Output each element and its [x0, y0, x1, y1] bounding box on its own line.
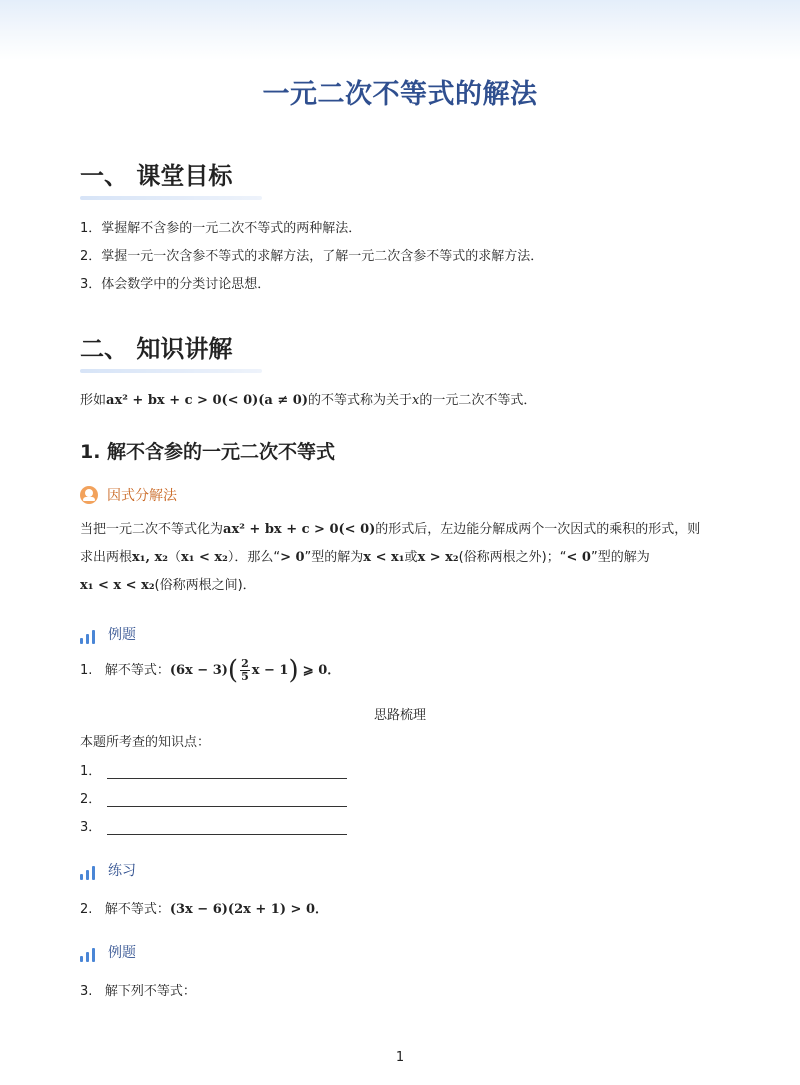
- goal-item-2: 2．掌握一元一次含参不等式的求解方法，了解一元二次含参不等式的求解方法．: [80, 249, 544, 264]
- formula: x > x₂: [417, 550, 459, 565]
- answer-blank[interactable]: [107, 792, 347, 807]
- method-paragraph: [80, 516, 720, 600]
- blank-number: 1．: [80, 764, 102, 779]
- analysis-title: 思路梳理: [373, 708, 426, 723]
- fraction-denominator: 5: [241, 670, 249, 683]
- example-tag: [80, 624, 136, 644]
- blank-line-1: [80, 760, 347, 779]
- top-gradient-band: [0, 0, 800, 60]
- definition-formula: ax² + bx + c > 0(< 0)(a ≠ 0): [106, 393, 308, 408]
- example-1: [80, 655, 341, 686]
- definition-paragraph: [80, 389, 536, 408]
- formula: x₁, x₂: [132, 550, 168, 565]
- formula: > 0: [280, 550, 305, 565]
- formula: (3x − 6)(2x + 1) > 0．: [169, 902, 328, 917]
- definition-variable: x: [412, 393, 420, 408]
- question-prompt: 解不等式：: [104, 663, 170, 678]
- blank-line-3: [80, 816, 347, 835]
- right-paren: ): [288, 655, 299, 686]
- text-run: ”型的解为: [590, 550, 650, 565]
- text-run: 当把一元二次不等式化为: [80, 522, 224, 537]
- bar-chart-icon: [80, 948, 98, 962]
- subsection-heading: 1. 解不含参的一元二次不等式: [80, 441, 336, 463]
- example-3: [80, 980, 196, 999]
- blank-number: 2．: [80, 792, 102, 807]
- question-prompt: 解不等式：: [104, 902, 170, 917]
- text-run: ”型的解为: [304, 550, 364, 565]
- document-title: 一元二次不等式的解法: [262, 79, 538, 110]
- example-tag: [80, 942, 136, 962]
- definition-suffix: 的一元二次不等式．: [419, 393, 537, 408]
- definition-mid: 的不等式称为关于: [308, 393, 413, 408]
- blank-line-2: [80, 788, 347, 807]
- formula: x < x₁: [363, 550, 405, 565]
- text-run: 或: [404, 550, 418, 565]
- exercise-2: [80, 898, 328, 917]
- fraction: [240, 658, 250, 683]
- example-tag-label: 例题: [108, 945, 136, 961]
- text-run: (俗称两根之间)．: [154, 578, 256, 593]
- exercise-tag-label: 练习: [108, 863, 136, 879]
- section-heading-goals: 一、 课堂目标: [80, 162, 233, 190]
- blank-number: 3．: [80, 820, 102, 835]
- question-number: 3.: [80, 984, 93, 999]
- bar-chart-icon: [80, 630, 98, 644]
- text-run: ）．那么“: [227, 550, 281, 565]
- formula: x₁ < x₂: [180, 550, 228, 565]
- text-run: (俗称两根之外)；“: [458, 550, 567, 565]
- question-number: 2.: [80, 902, 93, 917]
- formula: (6x − 3): [169, 663, 228, 678]
- answer-blank[interactable]: [107, 764, 347, 779]
- person-icon: [80, 486, 98, 504]
- text-run: （: [167, 550, 181, 565]
- formula: ax² + bx + c > 0(< 0): [223, 522, 376, 537]
- formula: < 0: [566, 550, 591, 565]
- section-heading-underline: [80, 196, 262, 200]
- answer-blank[interactable]: [107, 820, 347, 835]
- formula: x − 1: [251, 663, 289, 678]
- paragraph-line-3: [80, 572, 720, 600]
- example-tag-label: 例题: [108, 627, 136, 643]
- goal-item-1: 1．掌握解不含参的一元二次不等式的两种解法．: [80, 221, 362, 236]
- text-run: 的形式后，左边能分解成两个一次因式的乘积的形式，则: [375, 522, 701, 537]
- question-prompt: 解下列不等式：: [104, 984, 196, 999]
- left-paren: (: [227, 655, 239, 686]
- fraction-numerator: 2: [241, 657, 249, 670]
- definition-prefix: 形如: [80, 393, 107, 408]
- goal-item-3: 3．体会数学中的分类讨论思想．: [80, 277, 271, 292]
- paragraph-line-1: [80, 516, 720, 544]
- exercise-tag: [80, 860, 136, 880]
- question-number: 1.: [80, 663, 93, 678]
- page-number: 1: [395, 1050, 405, 1065]
- formula: x₁ < x < x₂: [80, 578, 155, 593]
- paragraph-line-2: [80, 544, 720, 572]
- text-run: 求出两根: [80, 550, 133, 565]
- section-heading-knowledge: 二、 知识讲解: [80, 335, 233, 363]
- analysis-intro: 本题所考查的知识点：: [80, 735, 211, 750]
- method-label-text: 因式分解法: [107, 488, 177, 504]
- formula: ⩾ 0．: [302, 663, 341, 678]
- method-label: [80, 485, 177, 505]
- section-heading-underline: [80, 369, 262, 373]
- bar-chart-icon: [80, 866, 98, 880]
